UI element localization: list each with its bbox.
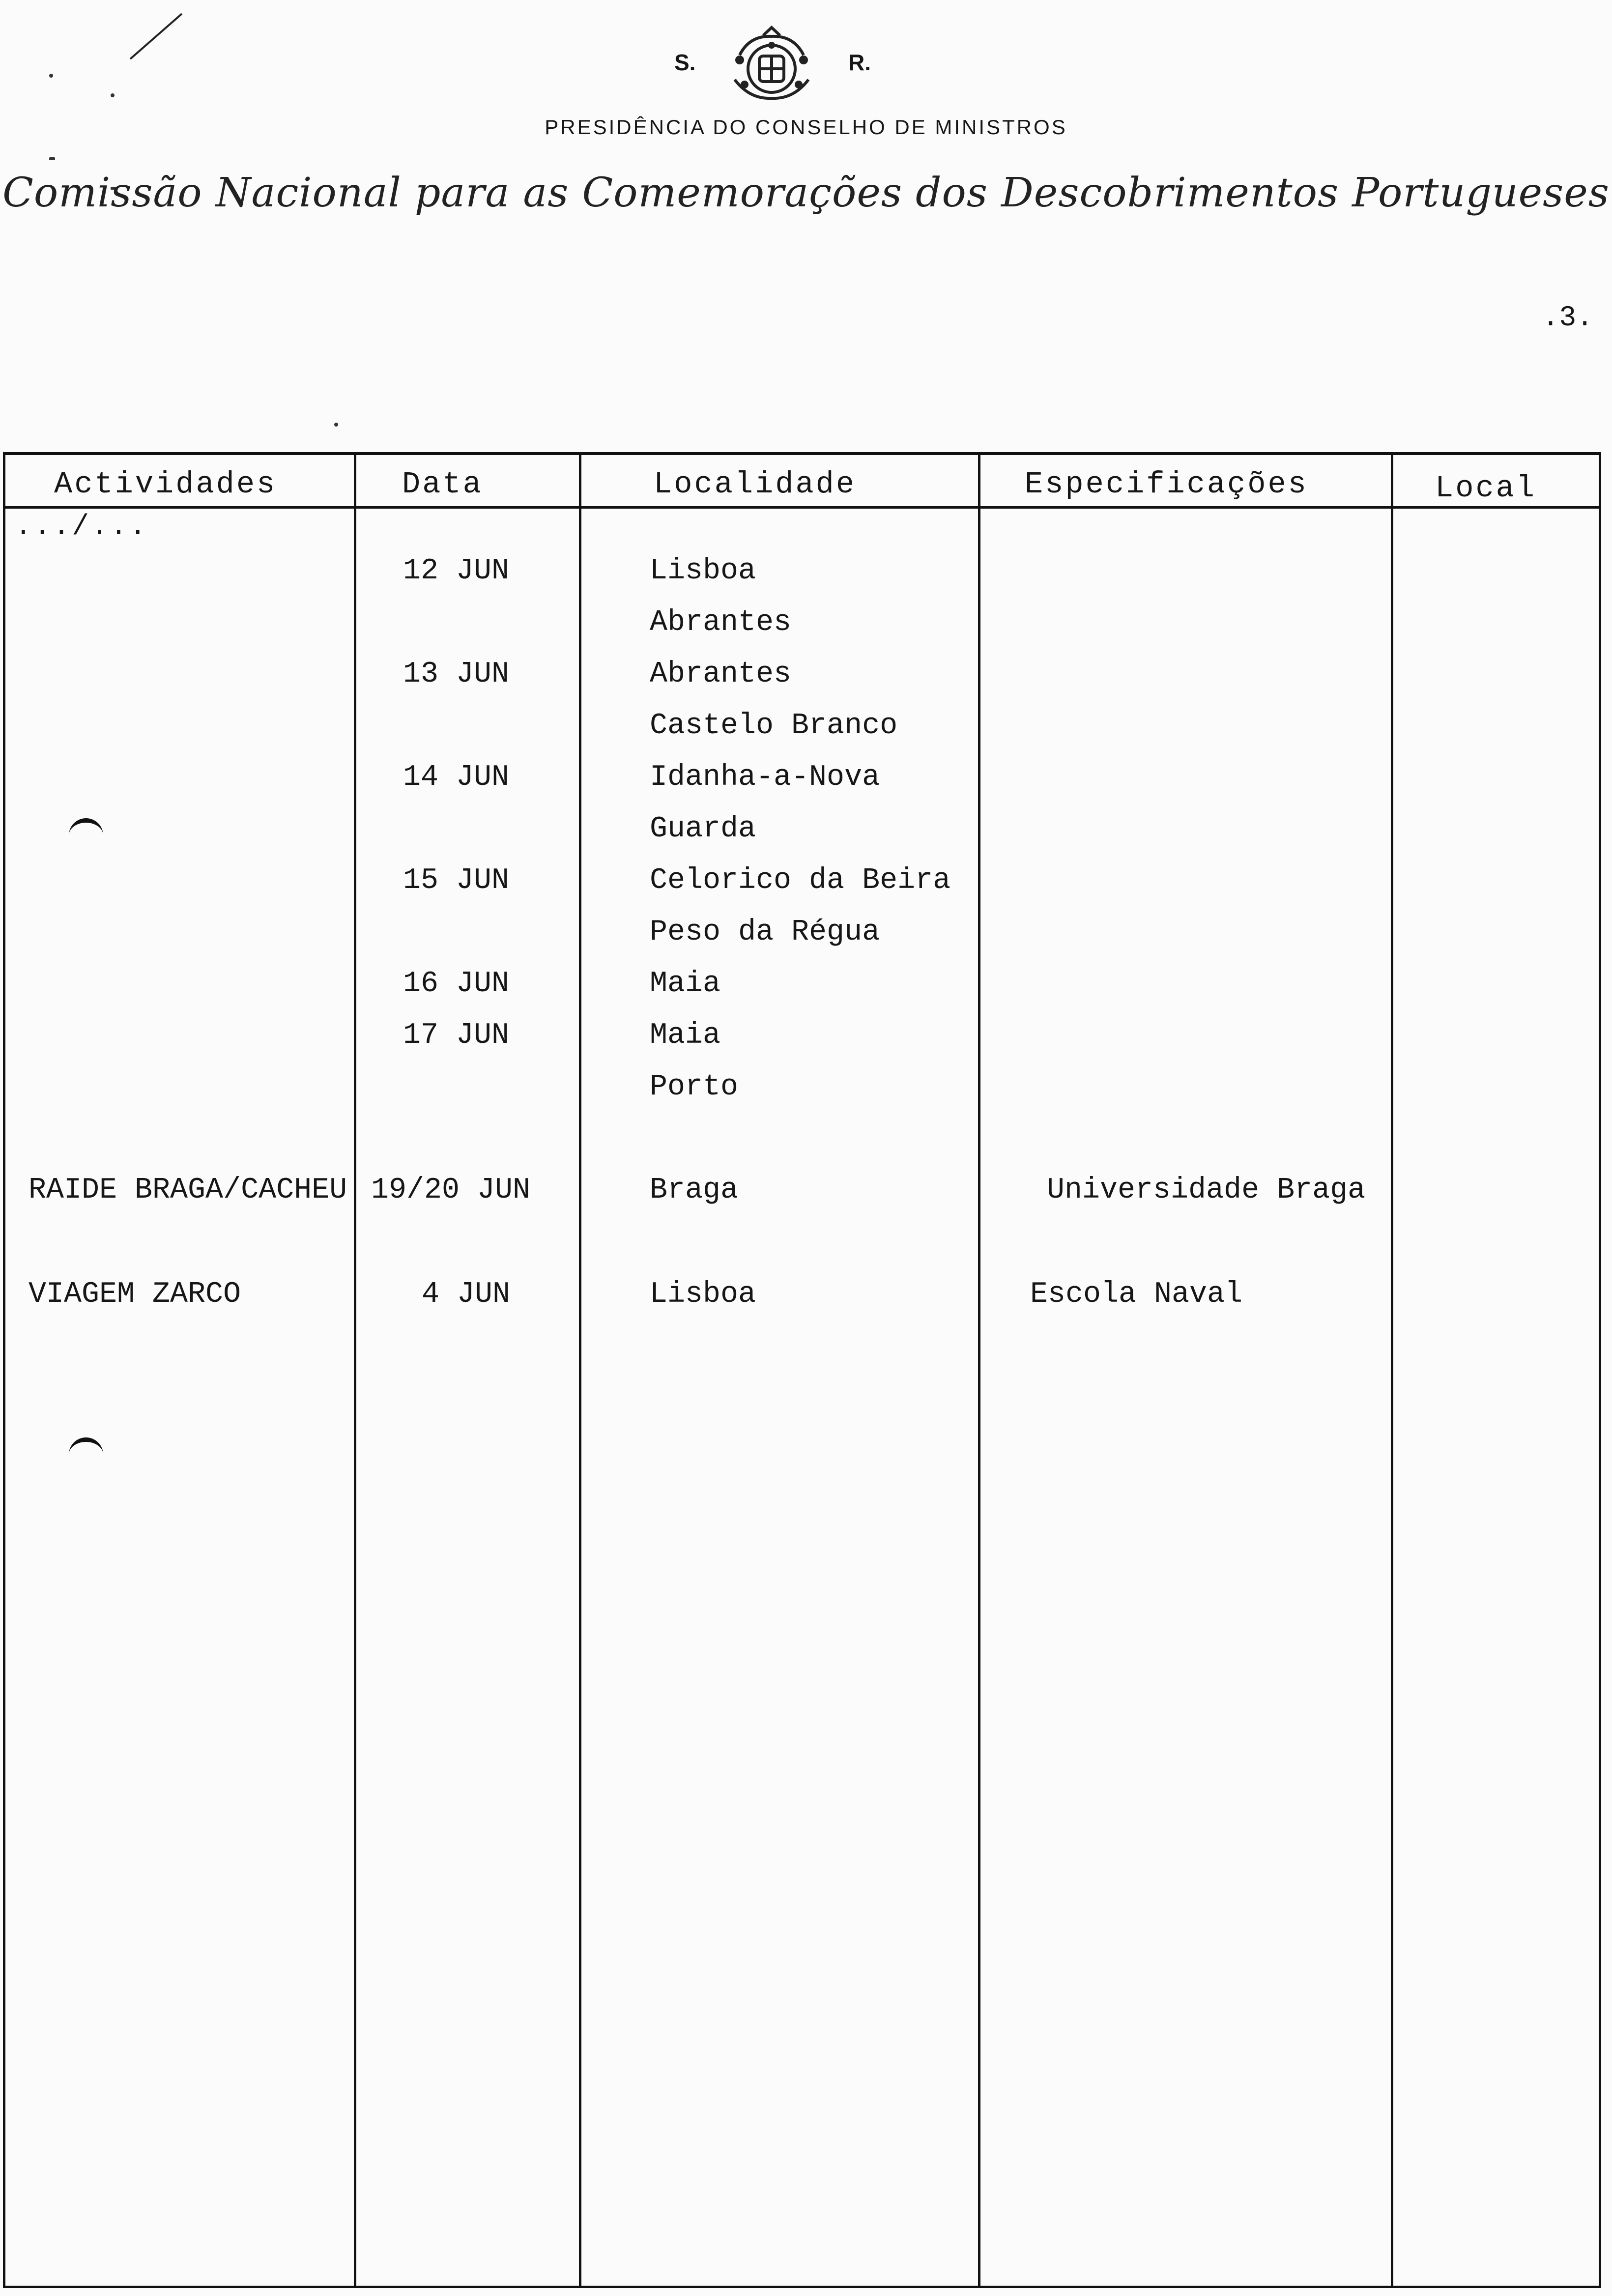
letterhead-initial-r: R.	[848, 50, 871, 75]
activity-cell: RAIDE BRAGA/CACHEU	[29, 1174, 347, 1207]
pen-stroke-icon	[120, 10, 189, 64]
date-cell: 13 JUN	[403, 658, 510, 691]
locality-cell: Maia	[650, 967, 721, 1001]
locality-cell: Peso da Régua	[650, 916, 880, 949]
presidency-title: PRESIDÊNCIA DO CONSELHO DE MINISTROS	[545, 115, 1067, 139]
locality-cell: Idanha-a-Nova	[650, 761, 880, 794]
locality-cell: Porto	[650, 1070, 739, 1104]
date-cell: 15 JUN	[403, 864, 510, 897]
header-date: Data	[402, 467, 483, 502]
activity-cell: VIAGEM ZARCO	[29, 1278, 241, 1311]
coat-of-arms-icon	[725, 26, 818, 104]
header-locality: Localidade	[654, 467, 857, 502]
continuation-marker: .../...	[15, 511, 148, 543]
header-divider	[3, 506, 1601, 509]
date-cell: 12 JUN	[403, 554, 510, 588]
date-cell: 17 JUN	[403, 1019, 510, 1052]
locality-cell: Braga	[650, 1174, 739, 1207]
date-cell: 4 JUN	[422, 1278, 511, 1311]
date-cell: 14 JUN	[403, 761, 510, 794]
locality-cell: Abrantes	[650, 606, 792, 639]
specification-cell: Universidade Braga	[1047, 1174, 1366, 1207]
locality-cell: Celorico da Beira	[650, 864, 951, 897]
scan-speck	[111, 93, 115, 97]
column-divider	[1391, 452, 1393, 2288]
locality-cell: Lisboa	[650, 554, 756, 588]
column-divider	[354, 452, 356, 2288]
locality-cell: Guarda	[650, 812, 756, 846]
locality-cell: Lisboa	[650, 1278, 756, 1311]
header-activities: Actividades	[54, 467, 277, 502]
locality-cell: Maia	[650, 1019, 721, 1052]
scan-speck	[334, 423, 338, 427]
column-divider	[978, 452, 980, 2288]
date-cell: 16 JUN	[403, 967, 510, 1001]
locality-cell: Castelo Branco	[650, 709, 898, 743]
scan-speck	[49, 74, 53, 78]
page-number: .3.	[1542, 302, 1593, 334]
locality-cell: Abrantes	[650, 658, 792, 691]
header-specifications: Especificações	[1025, 467, 1308, 502]
letterhead-initial-s: S.	[674, 50, 696, 75]
header-location: Local	[1435, 471, 1537, 506]
commission-title: Comissão Nacional para as Comemorações dos Descobrimentos Portugueses	[2, 170, 1610, 216]
date-cell: 19/20 JUN	[371, 1174, 531, 1207]
specification-cell: Escola Naval	[1030, 1278, 1243, 1311]
column-divider	[579, 452, 581, 2288]
scan-speck	[49, 157, 55, 160]
